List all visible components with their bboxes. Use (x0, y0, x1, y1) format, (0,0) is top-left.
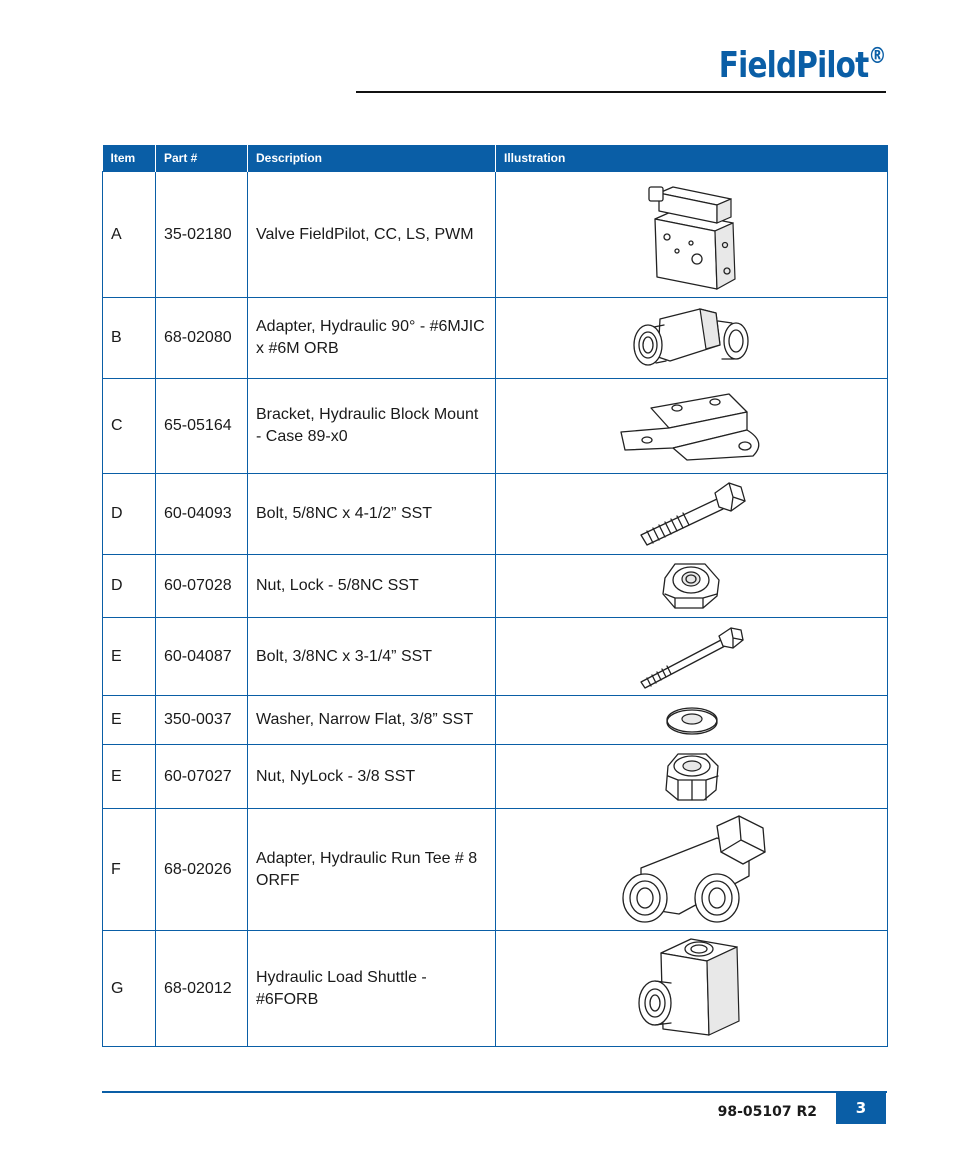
item-cell: E (103, 696, 156, 745)
lock-nut-icon (661, 560, 723, 612)
table-header-row (103, 145, 888, 172)
document-number: 98-05107 R2 (717, 1104, 817, 1120)
registered-mark: ® (867, 44, 886, 69)
item-cell: A (103, 172, 156, 298)
description-cell: Bolt, 5/8NC x 4-1/2” SST (248, 474, 496, 555)
item-cell: C (103, 379, 156, 474)
description-cell: Bracket, Hydraulic Block Mount - Case 89-x0 (248, 379, 496, 474)
parts-table (102, 145, 888, 1047)
item-cell: F (103, 809, 156, 931)
part-number-cell: 60-04087 (156, 618, 248, 696)
table-row (103, 555, 888, 618)
brand-name: FieldPilot (718, 45, 868, 86)
table-row (103, 809, 888, 931)
description-cell: Adapter, Hydraulic Run Tee # 8 ORFF (248, 809, 496, 931)
illustration-cell (496, 618, 888, 696)
table-row (103, 618, 888, 696)
column-header-part: Part # (156, 145, 248, 172)
part-number-cell: 350-0037 (156, 696, 248, 745)
part-number-cell: 68-02012 (156, 931, 248, 1047)
illustration-cell (496, 931, 888, 1047)
column-header-description: Description (248, 145, 496, 172)
part-number-cell: 35-02180 (156, 172, 248, 298)
item-cell: E (103, 745, 156, 809)
description-cell: Washer, Narrow Flat, 3/8” SST (248, 696, 496, 745)
header-rule (356, 91, 886, 93)
illustration-cell (496, 172, 888, 298)
table-row (103, 298, 888, 379)
part-number-cell: 68-02080 (156, 298, 248, 379)
part-number-cell: 60-07028 (156, 555, 248, 618)
table-row (103, 474, 888, 555)
table-row (103, 172, 888, 298)
description-cell: Valve FieldPilot, CC, LS, PWM (248, 172, 496, 298)
elbow-adapter-icon (630, 305, 754, 371)
illustration-cell (496, 696, 888, 745)
part-number-cell: 65-05164 (156, 379, 248, 474)
part-number-cell: 68-02026 (156, 809, 248, 931)
item-cell: D (103, 555, 156, 618)
item-cell: D (103, 474, 156, 555)
description-cell: Hydraulic Load Shuttle - #6FORB (248, 931, 496, 1047)
illustration-cell (496, 555, 888, 618)
illustration-cell (496, 809, 888, 931)
hydraulic-valve-block-icon (637, 179, 747, 291)
page-number: 3 (836, 1093, 886, 1124)
mount-bracket-icon (617, 386, 767, 466)
flat-washer-icon (664, 704, 720, 736)
illustration-cell (496, 298, 888, 379)
item-cell: B (103, 298, 156, 379)
footer-rule (102, 1091, 887, 1093)
column-header-illustration: Illustration (496, 145, 888, 172)
run-tee-adapter-icon (617, 814, 767, 926)
description-cell: Bolt, 3/8NC x 3-1/4” SST (248, 618, 496, 696)
table-row (103, 931, 888, 1047)
description-cell: Nut, NyLock - 3/8 SST (248, 745, 496, 809)
table-row (103, 696, 888, 745)
illustration-cell (496, 745, 888, 809)
illustration-cell (496, 379, 888, 474)
long-bolt-icon (637, 481, 747, 547)
part-number-cell: 60-07027 (156, 745, 248, 809)
brand-logo (718, 44, 886, 86)
description-cell: Adapter, Hydraulic 90° - #6MJIC x #6M ORB (248, 298, 496, 379)
column-header-item: Item (103, 145, 156, 172)
description-cell: Nut, Lock - 5/8NC SST (248, 555, 496, 618)
table-row (103, 745, 888, 809)
item-cell: G (103, 931, 156, 1047)
table-row (103, 379, 888, 474)
bolt-icon (637, 624, 747, 690)
nylock-nut-icon (664, 750, 720, 804)
part-number-cell: 60-04093 (156, 474, 248, 555)
illustration-cell (496, 474, 888, 555)
load-shuttle-icon (637, 935, 747, 1043)
item-cell: E (103, 618, 156, 696)
